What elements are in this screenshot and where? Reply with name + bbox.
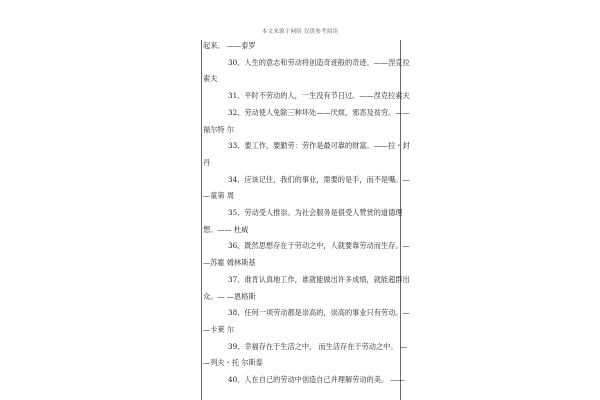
text-line: 起来。 ——泰罗 [203,41,256,50]
text-line: 30、人生的意志和劳动将创造奇迹般的奇迹。——涅克拉 [228,57,410,67]
text-line: 众。— —恩格斯 [203,291,256,301]
text-column [201,40,410,400]
text-line: 丹 [203,157,211,167]
text-line: —苏霍 姆林斯基 [203,258,256,268]
text-line: 福尔特 尔 [203,124,235,134]
text-line: 31、平时不劳动的人，一生没有节日过。——涅克拉索夫 [228,91,410,101]
text-line: 想。—— 杜威 [203,224,249,234]
text-line: 38、任何一项劳动都是崇高的，崇高的事业只有劳动。— [228,308,410,318]
text-line: 37、谁肯认真地工作，谁就能做出许多成绩，就能超群出 [228,274,410,284]
text-line: —卡莱 尔 [203,324,235,334]
text-line: 32、劳动使人免除三种坏处——厌烦、邪恶及贫穷。—— [228,107,410,117]
text-line: 40、人在自己的劳动中创造自己并理解劳动的美。 —— [228,375,405,384]
text-line: —列夫・托 尔斯泰 [203,358,263,368]
source-note: 本文来源于网络 仅供参考阅读 [261,29,339,35]
text-line: 36、既然思想存在于劳动之中，人就要靠劳动而生存。— [228,241,410,251]
text-line: 39、幸福存在于生活之中， 而生活存在于劳动之中。 — [228,341,408,351]
text-line: —童第 周 [203,191,235,201]
text-line: 33、要工作，要勤劳：劳作是最可靠的财富。——拉・封 [228,141,410,151]
text-line: 35、劳动受人推崇。为社会服务是很受人赞赏的道德理 [228,208,403,217]
text-line: 34、应该记住，我们的事业，需要的是手，而不是嘴。— [228,174,410,184]
text-line: 索夫 [203,74,218,84]
